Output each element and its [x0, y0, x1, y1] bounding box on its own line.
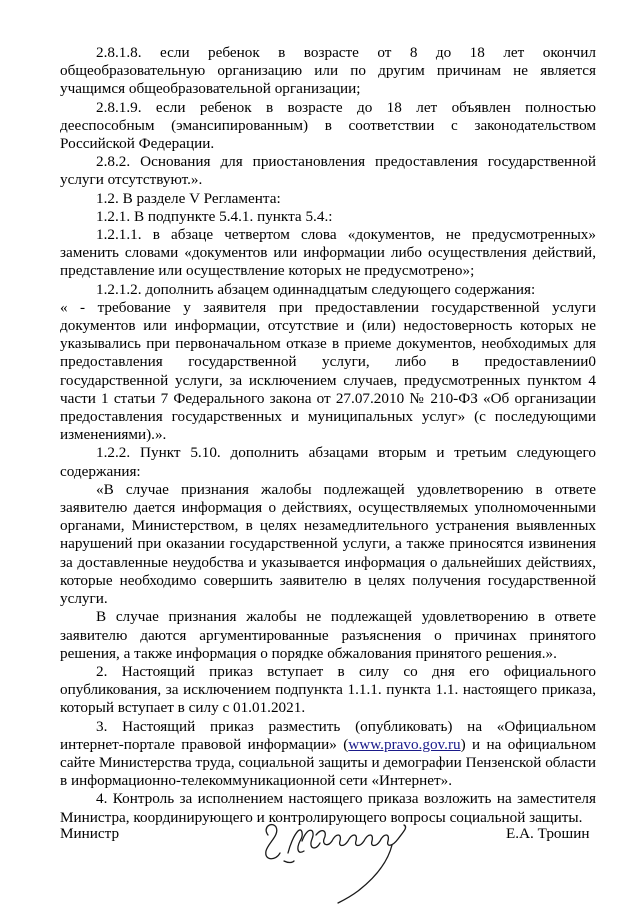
- paragraph-2-8-1-9: 2.8.1.9. если ребенок в возрасте до 18 лет объявлен полностью дееспособным (эмансипированным) в соответствии с законодательством Российской Федерации.: [60, 98, 596, 153]
- publication-text-after: ) и на официальном сайте Министерства труда, социальной защиты и демографии Пензенской области в информационно-телекоммуникационной сети «Интернет».: [60, 735, 596, 790]
- paragraph-complaint-not-satisfied: В случае признания жалобы не подлежащей удовлетворению в ответе заявителю даются аргументированные разъяснения о причинах принятого решения, а также информация о порядке обжалования принятого решения.».: [60, 608, 596, 662]
- paragraph-1-2-2: 1.2.2. Пункт 5.10. дополнить абзацами вторым и третьим следующего содержания:: [60, 444, 596, 480]
- paragraph-1-2-1-1: 1.2.1.1. в абзаце четвертом слова «документов, не предусмотренных» заменить словами «документов или информации либо осуществления действий, представление или осуществление которых не предусмотрено»;: [60, 226, 596, 280]
- document-body: [60, 44, 596, 827]
- paragraph-1-2: 1.2. В разделе V Регламента:: [96, 189, 281, 207]
- paragraph-2-8-1-8: 2.8.1.8. если ребенок в возрасте от 8 до 18 лет окончил общеобразовательную организацию или по другим причинам не является учащимся общеобразовательной организации;: [60, 44, 596, 98]
- paragraph-1-2-1-2: 1.2.1.2. дополнить абзацем одиннадцатым следующего содержания:: [96, 280, 536, 298]
- signature-name: Е.А. Трошин: [506, 825, 590, 842]
- publication-text-before: 3. Настоящий приказ разместить (опубликовать) на «Официальном интернет-портале правовой информации» (: [60, 717, 596, 753]
- paragraph-quote-requirement: « - требование у заявителя при предоставлении государственной услуги документов или информации, отсутствие и (или) недостоверность которых не указывались при первоначальном отказе в приеме документов, необходимых для предоставления государственной услуги, либо в предоставлении0 государственной услуги, за исключением случаев, предусмотренных пунктом 4 части 1 статьи 7 Федерального закона от 27.07.2010 № 210-ФЗ «Об организации предоставления государственных и муниципальных услуг» (с последующими изменениями).».: [60, 298, 596, 444]
- paragraph-complaint-satisfied: «В случае признания жалобы подлежащей удовлетворению в ответе заявителю дается информация о действиях, осуществляемых уполномоченными органами, Министерством, в целях незамедлительного устранения выявленных нарушений при оказании государственной услуги, а также приносятся извинения за доставленные неудобства и указывается информация о дальнейших действиях, которые необходимо совершить заявителю в целях получения государственной услуги.: [60, 480, 596, 608]
- paragraph-2-effective-date: 2. Настоящий приказ вступает в силу со дня его официального опубликования, за исключением подпункта 1.1.1. пункта 1.1. настоящего приказа, который вступает в силу с 01.01.2021.: [60, 662, 596, 717]
- paragraph-4-control: 4. Контроль за исполнением настоящего приказа возложить на заместителя Министра, координирующего и контролирующего вопросы социальной защиты.: [60, 790, 596, 826]
- handwritten-signature: [258, 805, 428, 905]
- signature-position: Министр: [60, 825, 120, 842]
- paragraph-2-8-2: 2.8.2. Основания для приостановления предоставления государственной услуги отсутствуют.».: [60, 153, 596, 189]
- paragraph-3-publication: [60, 718, 596, 791]
- pravo-gov-link[interactable]: www.pravo.gov.ru: [348, 735, 461, 753]
- paragraph-1-2-1: 1.2.1. В подпункте 5.4.1. пункта 5.4.:: [96, 207, 333, 225]
